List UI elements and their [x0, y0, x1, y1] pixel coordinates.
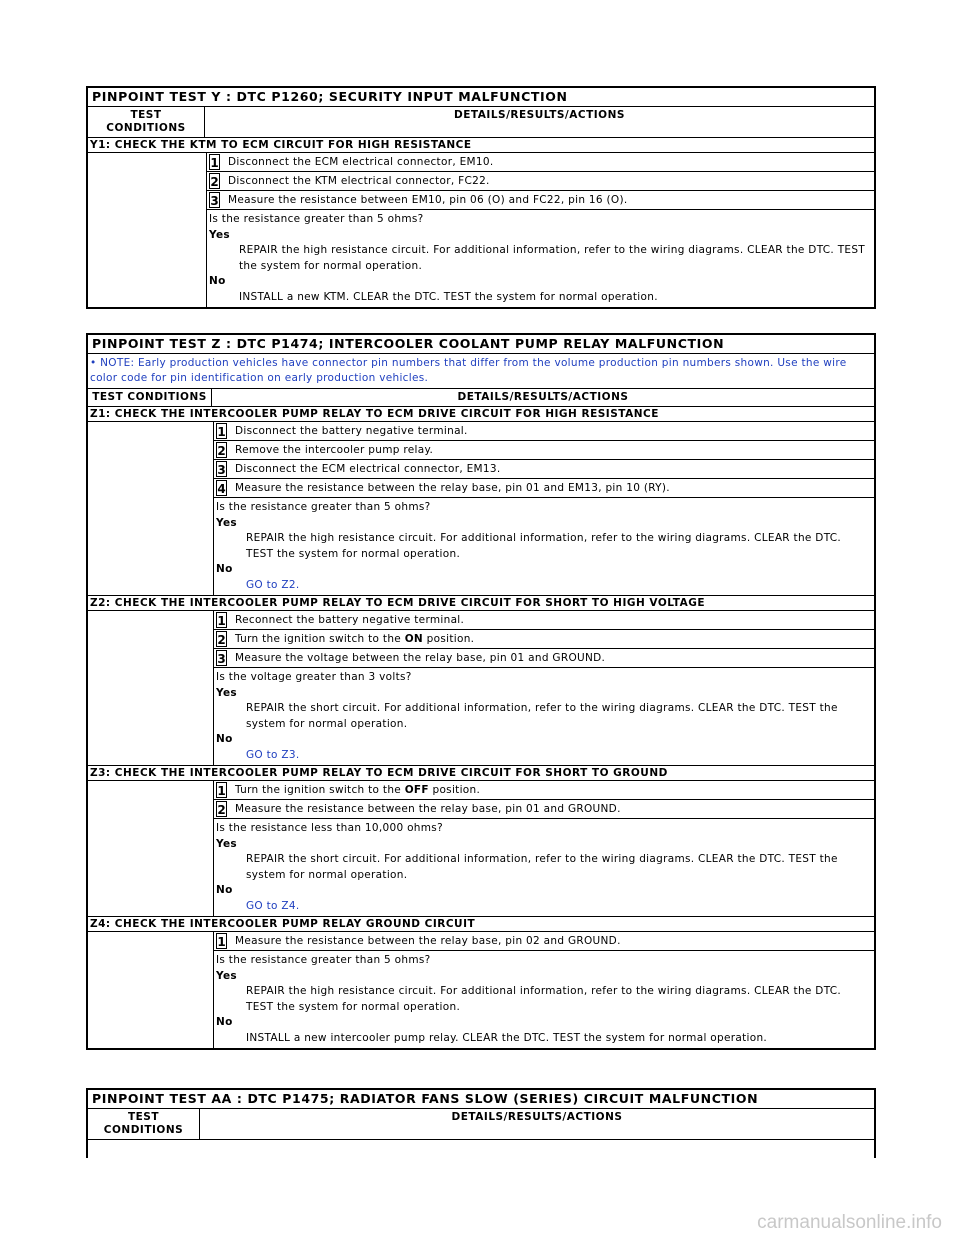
- test-conditions-cell: [88, 781, 214, 916]
- result-block: [207, 210, 874, 307]
- details-cell: [214, 611, 874, 765]
- action-row: [214, 422, 874, 441]
- yes-label: Yes: [216, 969, 237, 982]
- step-number: 4: [217, 482, 226, 496]
- pinpoint-test-y-table: [86, 86, 876, 309]
- table-header: [88, 107, 874, 138]
- action-row: [214, 932, 874, 951]
- yes-label: Yes: [216, 686, 237, 699]
- step-body-y1: [88, 153, 874, 307]
- table-title: PINPOINT TEST Y : DTC P1260; SECURITY INPUT MALFUNCTION: [88, 88, 874, 107]
- no-label: No: [209, 275, 226, 287]
- note-text: • NOTE: Early production vehicles have connector pin numbers that differ from the volume production pin numbers shown. Use the wire color code for pin identification on early production vehicles.: [88, 354, 874, 389]
- table-header: [88, 1109, 874, 1140]
- step-body-z2: [88, 611, 874, 766]
- step-number: 2: [210, 175, 219, 189]
- test-conditions-cell: [88, 422, 214, 595]
- no-label: No: [216, 884, 233, 896]
- table-title: PINPOINT TEST Z : DTC P1474; INTERCOOLER COOLANT PUMP RELAY MALFUNCTION: [88, 335, 874, 354]
- result-block: [214, 951, 874, 1048]
- action-text-post: position.: [428, 784, 481, 796]
- step-number: 1: [217, 425, 226, 439]
- question: Is the resistance greater than 5 ohms?: [209, 213, 424, 225]
- question: Is the resistance greater than 5 ohms?: [216, 954, 431, 966]
- step-title-z3: Z3: CHECK THE INTERCOOLER PUMP RELAY TO ECM DRIVE CIRCUIT FOR SHORT TO GROUND: [88, 766, 874, 781]
- action-text-post: position.: [423, 633, 475, 645]
- yes-text: REPAIR the short circuit. For additional information, refer to the wiring diagrams. CLEAR the DTC. TEST the system for normal operation.: [246, 702, 838, 730]
- step-number: 3: [217, 463, 226, 477]
- action-text: Disconnect the battery negative terminal.: [235, 425, 468, 437]
- yes-text: REPAIR the high resistance circuit. For additional information, refer to the wiring diagrams. CLEAR the DTC. TEST the system for normal operation.: [246, 985, 842, 1013]
- action-row: [214, 441, 874, 460]
- yes-text: REPAIR the high resistance circuit. For additional information, refer to the wiring diagrams. CLEAR the DTC. TEST the system for normal operation.: [246, 532, 842, 560]
- question: Is the resistance greater than 5 ohms?: [216, 501, 431, 513]
- action-row: [207, 153, 874, 172]
- table-header: [88, 389, 874, 407]
- action-text: Disconnect the ECM electrical connector, EM13.: [235, 463, 501, 475]
- action-text: Measure the resistance between EM10, pin 06 (O) and FC22, pin 16 (O).: [228, 194, 628, 206]
- step-title-z1: Z1: CHECK THE INTERCOOLER PUMP RELAY TO ECM DRIVE CIRCUIT FOR HIGH RESISTANCE: [88, 407, 874, 422]
- action-text-pre: Turn the ignition switch to the: [235, 633, 405, 645]
- step-number: 2: [217, 803, 226, 817]
- action-row: [214, 781, 874, 800]
- action-text: Measure the voltage between the relay base, pin 01 and GROUND.: [235, 652, 606, 664]
- yes-label: Yes: [216, 837, 237, 850]
- details-cell: [214, 781, 874, 916]
- go-to-z3-link[interactable]: GO to Z3.: [246, 748, 300, 761]
- action-row: [214, 649, 874, 668]
- pinpoint-test-z-table: [86, 333, 876, 1050]
- yes-label: Yes: [209, 228, 230, 241]
- step-number: 1: [217, 784, 226, 798]
- action-text: Measure the resistance between the relay base, pin 02 and GROUND.: [235, 935, 621, 947]
- action-row: [214, 479, 874, 498]
- test-conditions-cell: [88, 153, 207, 307]
- action-text-bold: ON: [404, 633, 424, 645]
- yes-text: REPAIR the high resistance circuit. For additional information, refer to the wiring diagrams. CLEAR the DTC. TEST the system for normal operation.: [239, 244, 866, 272]
- step-number: 1: [217, 614, 226, 628]
- test-conditions-cell: [88, 932, 214, 1048]
- result-block: [214, 819, 874, 916]
- action-row: [214, 611, 874, 630]
- details-cell: [207, 153, 874, 307]
- test-conditions-cell: [88, 611, 214, 765]
- table-title: PINPOINT TEST AA : DTC P1475; RADIATOR FANS SLOW (SERIES) CIRCUIT MALFUNCTION: [88, 1090, 874, 1109]
- question: Is the resistance less than 10,000 ohms?: [216, 822, 443, 834]
- action-text: [235, 633, 474, 645]
- header-test-conditions: TEST CONDITIONS: [88, 107, 205, 137]
- step-number: 2: [217, 633, 226, 647]
- action-row: [214, 630, 874, 649]
- step-body-z1: [88, 422, 874, 596]
- action-text: Measure the resistance between the relay base, pin 01 and EM13, pin 10 (RY).: [235, 482, 670, 494]
- action-text: Disconnect the KTM electrical connector, FC22.: [228, 175, 490, 187]
- action-text-bold: OFF: [404, 784, 429, 796]
- action-text: Disconnect the ECM electrical connector, EM10.: [228, 156, 494, 168]
- yes-label: Yes: [216, 516, 237, 529]
- step-number: 3: [210, 194, 219, 208]
- watermark: carmanualsonline.info: [757, 1212, 942, 1233]
- header-test-conditions: TEST CONDITIONS: [88, 389, 212, 406]
- pinpoint-test-aa-table: [86, 1088, 876, 1158]
- no-label: No: [216, 733, 233, 745]
- yes-text: REPAIR the short circuit. For additional information, refer to the wiring diagrams. CLEAR the DTC. TEST the system for normal operation.: [246, 853, 838, 881]
- action-text: Reconnect the battery negative terminal.: [235, 614, 465, 626]
- action-row: [207, 172, 874, 191]
- step-body-z4: [88, 932, 874, 1048]
- step-title-z2: Z2: CHECK THE INTERCOOLER PUMP RELAY TO ECM DRIVE CIRCUIT FOR SHORT TO HIGH VOLTAGE: [88, 596, 874, 611]
- step-number: 1: [210, 156, 219, 170]
- action-text: Remove the intercooler pump relay.: [235, 444, 434, 456]
- action-text: [235, 784, 480, 796]
- action-text: Measure the resistance between the relay base, pin 01 and GROUND.: [235, 803, 621, 815]
- no-text: INSTALL a new intercooler pump relay. CLEAR the DTC. TEST the system for normal operation.: [246, 1031, 768, 1044]
- step-number: 2: [217, 444, 226, 458]
- header-test-conditions: TEST CONDITIONS: [88, 1109, 200, 1139]
- details-cell: [214, 932, 874, 1048]
- go-to-z4-link[interactable]: GO to Z4.: [246, 899, 300, 912]
- go-to-z2-link[interactable]: GO to Z2.: [246, 578, 300, 591]
- step-body-z3: [88, 781, 874, 917]
- result-block: [214, 498, 874, 595]
- no-label: No: [216, 1016, 233, 1028]
- action-text-pre: Turn the ignition switch to the: [235, 784, 405, 796]
- no-text: INSTALL a new KTM. CLEAR the DTC. TEST the system for normal operation.: [239, 290, 658, 303]
- result-block: [214, 668, 874, 765]
- action-row: [214, 800, 874, 819]
- question: Is the voltage greater than 3 volts?: [216, 671, 412, 683]
- step-number: 1: [217, 935, 226, 949]
- action-row: [207, 191, 874, 210]
- step-number: 3: [217, 652, 226, 666]
- step-title-y1: Y1: CHECK THE KTM TO ECM CIRCUIT FOR HIGH RESISTANCE: [88, 138, 874, 153]
- no-label: No: [216, 563, 233, 575]
- header-details: DETAILS/RESULTS/ACTIONS: [457, 391, 629, 403]
- action-row: [214, 460, 874, 479]
- step-title-z4: Z4: CHECK THE INTERCOOLER PUMP RELAY GROUND CIRCUIT: [88, 917, 874, 932]
- header-details: DETAILS/RESULTS/ACTIONS: [451, 1111, 623, 1123]
- details-cell: [214, 422, 874, 595]
- header-details: DETAILS/RESULTS/ACTIONS: [454, 109, 625, 121]
